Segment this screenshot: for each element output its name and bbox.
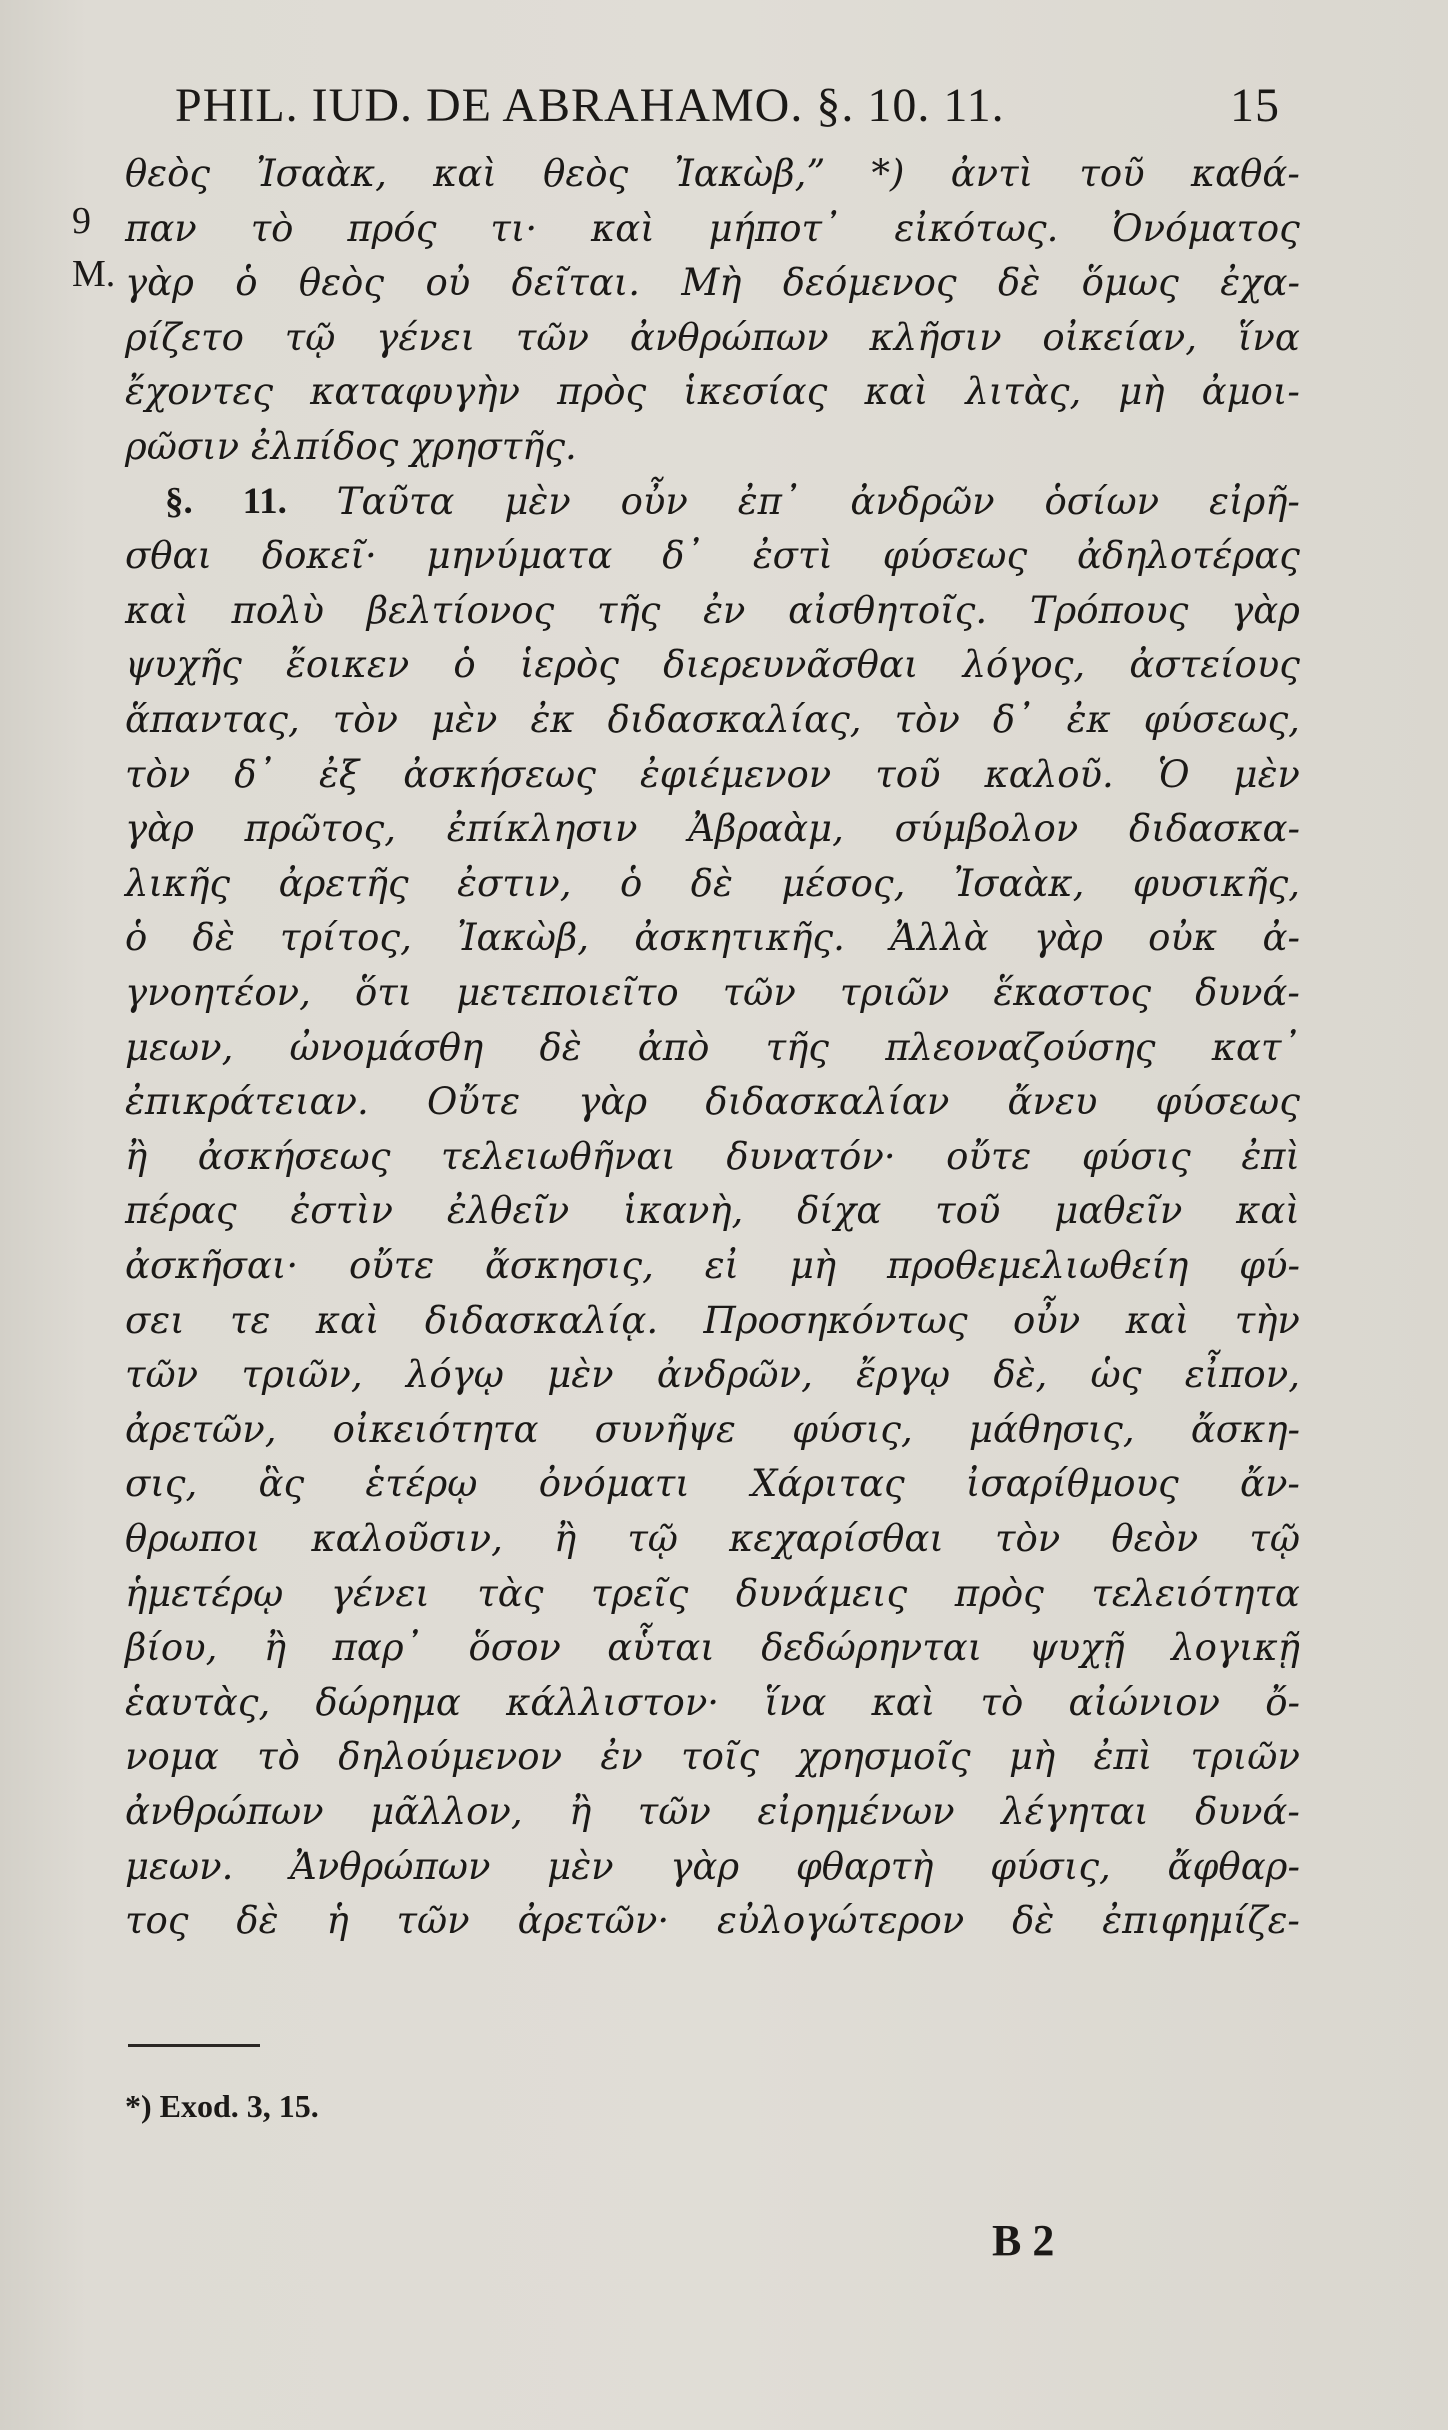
text-line: ἅπαντας, τὸν μὲν ἐκ διδασκαλίας, τὸν δ᾽ ἐκ φύσεως, — [125, 698, 1300, 741]
text-line: ἐπικράτειαν. Οὔτε γὰρ διδασκαλίαν ἄνευ φύσεως — [125, 1080, 1300, 1124]
text-line: ἀνθρώπων μᾶλλον, ἢ τῶν εἰρημένων λέγηται δυνά- — [125, 1790, 1300, 1833]
text-line: τῶν τριῶν, λόγῳ μὲν ἀνδρῶν, ἔργῳ δὲ, ὡς εἶπον, — [125, 1353, 1300, 1397]
footnote-rule — [128, 2044, 260, 2047]
text-line: μεων. Ἀνθρώπων μὲν γὰρ φθαρτὴ φύσις, ἄφθαρ- — [125, 1844, 1300, 1888]
margin-reference: M. — [72, 253, 116, 295]
text-line: λικῆς ἀρετῆς ἐστιν, ὁ δὲ μέσος, Ἰσαὰκ, φυσικῆς, — [125, 861, 1300, 905]
text-line: βίου, ἢ παρ᾽ ὅσον αὗται δεδώρηνται ψυχῇ λογικῇ — [125, 1626, 1300, 1670]
margin-line-number: 9 — [72, 200, 91, 242]
text-line: πέρας ἐστὶν ἐλθεῖν ἱκανὴ, δίχα τοῦ μαθεῖν καὶ — [125, 1189, 1300, 1233]
text-line: ἑαυτὰς, δώρημα κάλλιστον· ἵνα καὶ τὸ αἰώνιον ὄ- — [125, 1680, 1300, 1724]
text-line: νομα τὸ δηλούμενον ἐν τοῖς χρησμοῖς μὴ ἐπὶ τριῶν — [125, 1735, 1300, 1779]
text-line: σθαι δοκεῖ· μηνύματα δ᾽ ἐστὶ φύσεως ἀδηλοτέρας — [125, 534, 1300, 578]
text-line: ὁ δὲ τρίτος, Ἰακὼβ, ἀσκητικῆς. Ἀλλὰ γὰρ οὐκ ἀ- — [125, 916, 1300, 960]
text-line: ἀρετῶν, οἰκειότητα συνῆψε φύσις, μάθησις, ἄσκη- — [125, 1407, 1300, 1451]
text-line: σει τε καὶ διδασκαλίᾳ. Προσηκόντως οὖν καὶ τὴν — [125, 1298, 1300, 1342]
text-line: σις, ἃς ἑτέρῳ ὀνόματι Χάριτας ἰσαρίθμους ἄν- — [125, 1462, 1300, 1506]
text-line: γὰρ πρῶτος, ἐπίκλησιν Ἀβραὰμ, σύμβολον διδασκα- — [125, 807, 1300, 851]
text-line: ρῶσιν ἐλπίδος χρηστῆς. — [125, 425, 577, 468]
running-head-title: PHIL. IUD. DE ABRAHAMO. §. 10. 11. — [175, 79, 1005, 132]
text-line: τος δὲ ἡ τῶν ἀρετῶν· εὐλογώτερον δὲ ἐπιφημίζε- — [125, 1899, 1300, 1943]
text-line: ρίζετο τῷ γένει τῶν ἀνθρώπων κλῆσιν οἰκείαν, ἵνα — [125, 315, 1300, 359]
text-line: καὶ πολὺ βελτίονος τῆς ἐν αἰσθητοῖς. Τρόπους γὰρ — [125, 588, 1300, 632]
text-line: §. 11. Ταῦτα μὲν οὖν ἐπ᾽ ἀνδρῶν ὁσίων εἰρῆ- — [165, 479, 1300, 523]
running-head — [175, 78, 1280, 138]
text-line: θρωποι καλοῦσιν, ἢ τῷ κεχαρίσθαι τὸν θεὸν τῷ — [125, 1517, 1300, 1560]
text-line: ἡμετέρῳ γένει τὰς τρεῖς δυνάμεις πρὸς τελειότητα — [125, 1571, 1300, 1615]
text-line: ἢ ἀσκήσεως τελειωθῆναι δυνατόν· οὔτε φύσις ἐπὶ — [125, 1134, 1300, 1178]
text-line: τὸν δ᾽ ἐξ ἀσκήσεως ἐφιέμενον τοῦ καλοῦ. Ὁ μὲν — [125, 752, 1300, 796]
text-line: ψυχῆς ἔοικεν ὁ ἱερὸς διερευνᾶσθαι λόγος, ἀστείους — [125, 643, 1300, 687]
text-line: ἔχοντες καταφυγὴν πρὸς ἱκεσίας καὶ λιτὰς, μὴ ἀμοι- — [125, 370, 1300, 414]
signature-mark: B 2 — [992, 2216, 1055, 2265]
text-line: γνοητέον, ὅτι μετεποιεῖτο τῶν τριῶν ἕκαστος δυνά- — [125, 971, 1300, 1014]
text-line: παν τὸ πρός τι· καὶ μήποτ᾽ εἰκότως. Ὀνόματος — [125, 206, 1300, 250]
text-line: ἀσκῆσαι· οὔτε ἄσκησις, εἰ μὴ προθεμελιωθείη φύ- — [125, 1244, 1300, 1287]
page-number: 15 — [1230, 79, 1280, 132]
footnote: *) Exod. 3, 15. — [125, 2088, 319, 2124]
text-line: θεὸς Ἰσαὰκ, καὶ θεὸς Ἰακὼβ,” *) ἀντὶ τοῦ καθά- — [125, 152, 1300, 195]
text-line: μεων, ὠνομάσθη δὲ ἀπὸ τῆς πλεοναζούσης κατ᾽ — [125, 1025, 1300, 1069]
text-line: γὰρ ὁ θεὸς οὐ δεῖται. Μὴ δεόμενος δὲ ὅμως ἐχα- — [125, 261, 1300, 305]
